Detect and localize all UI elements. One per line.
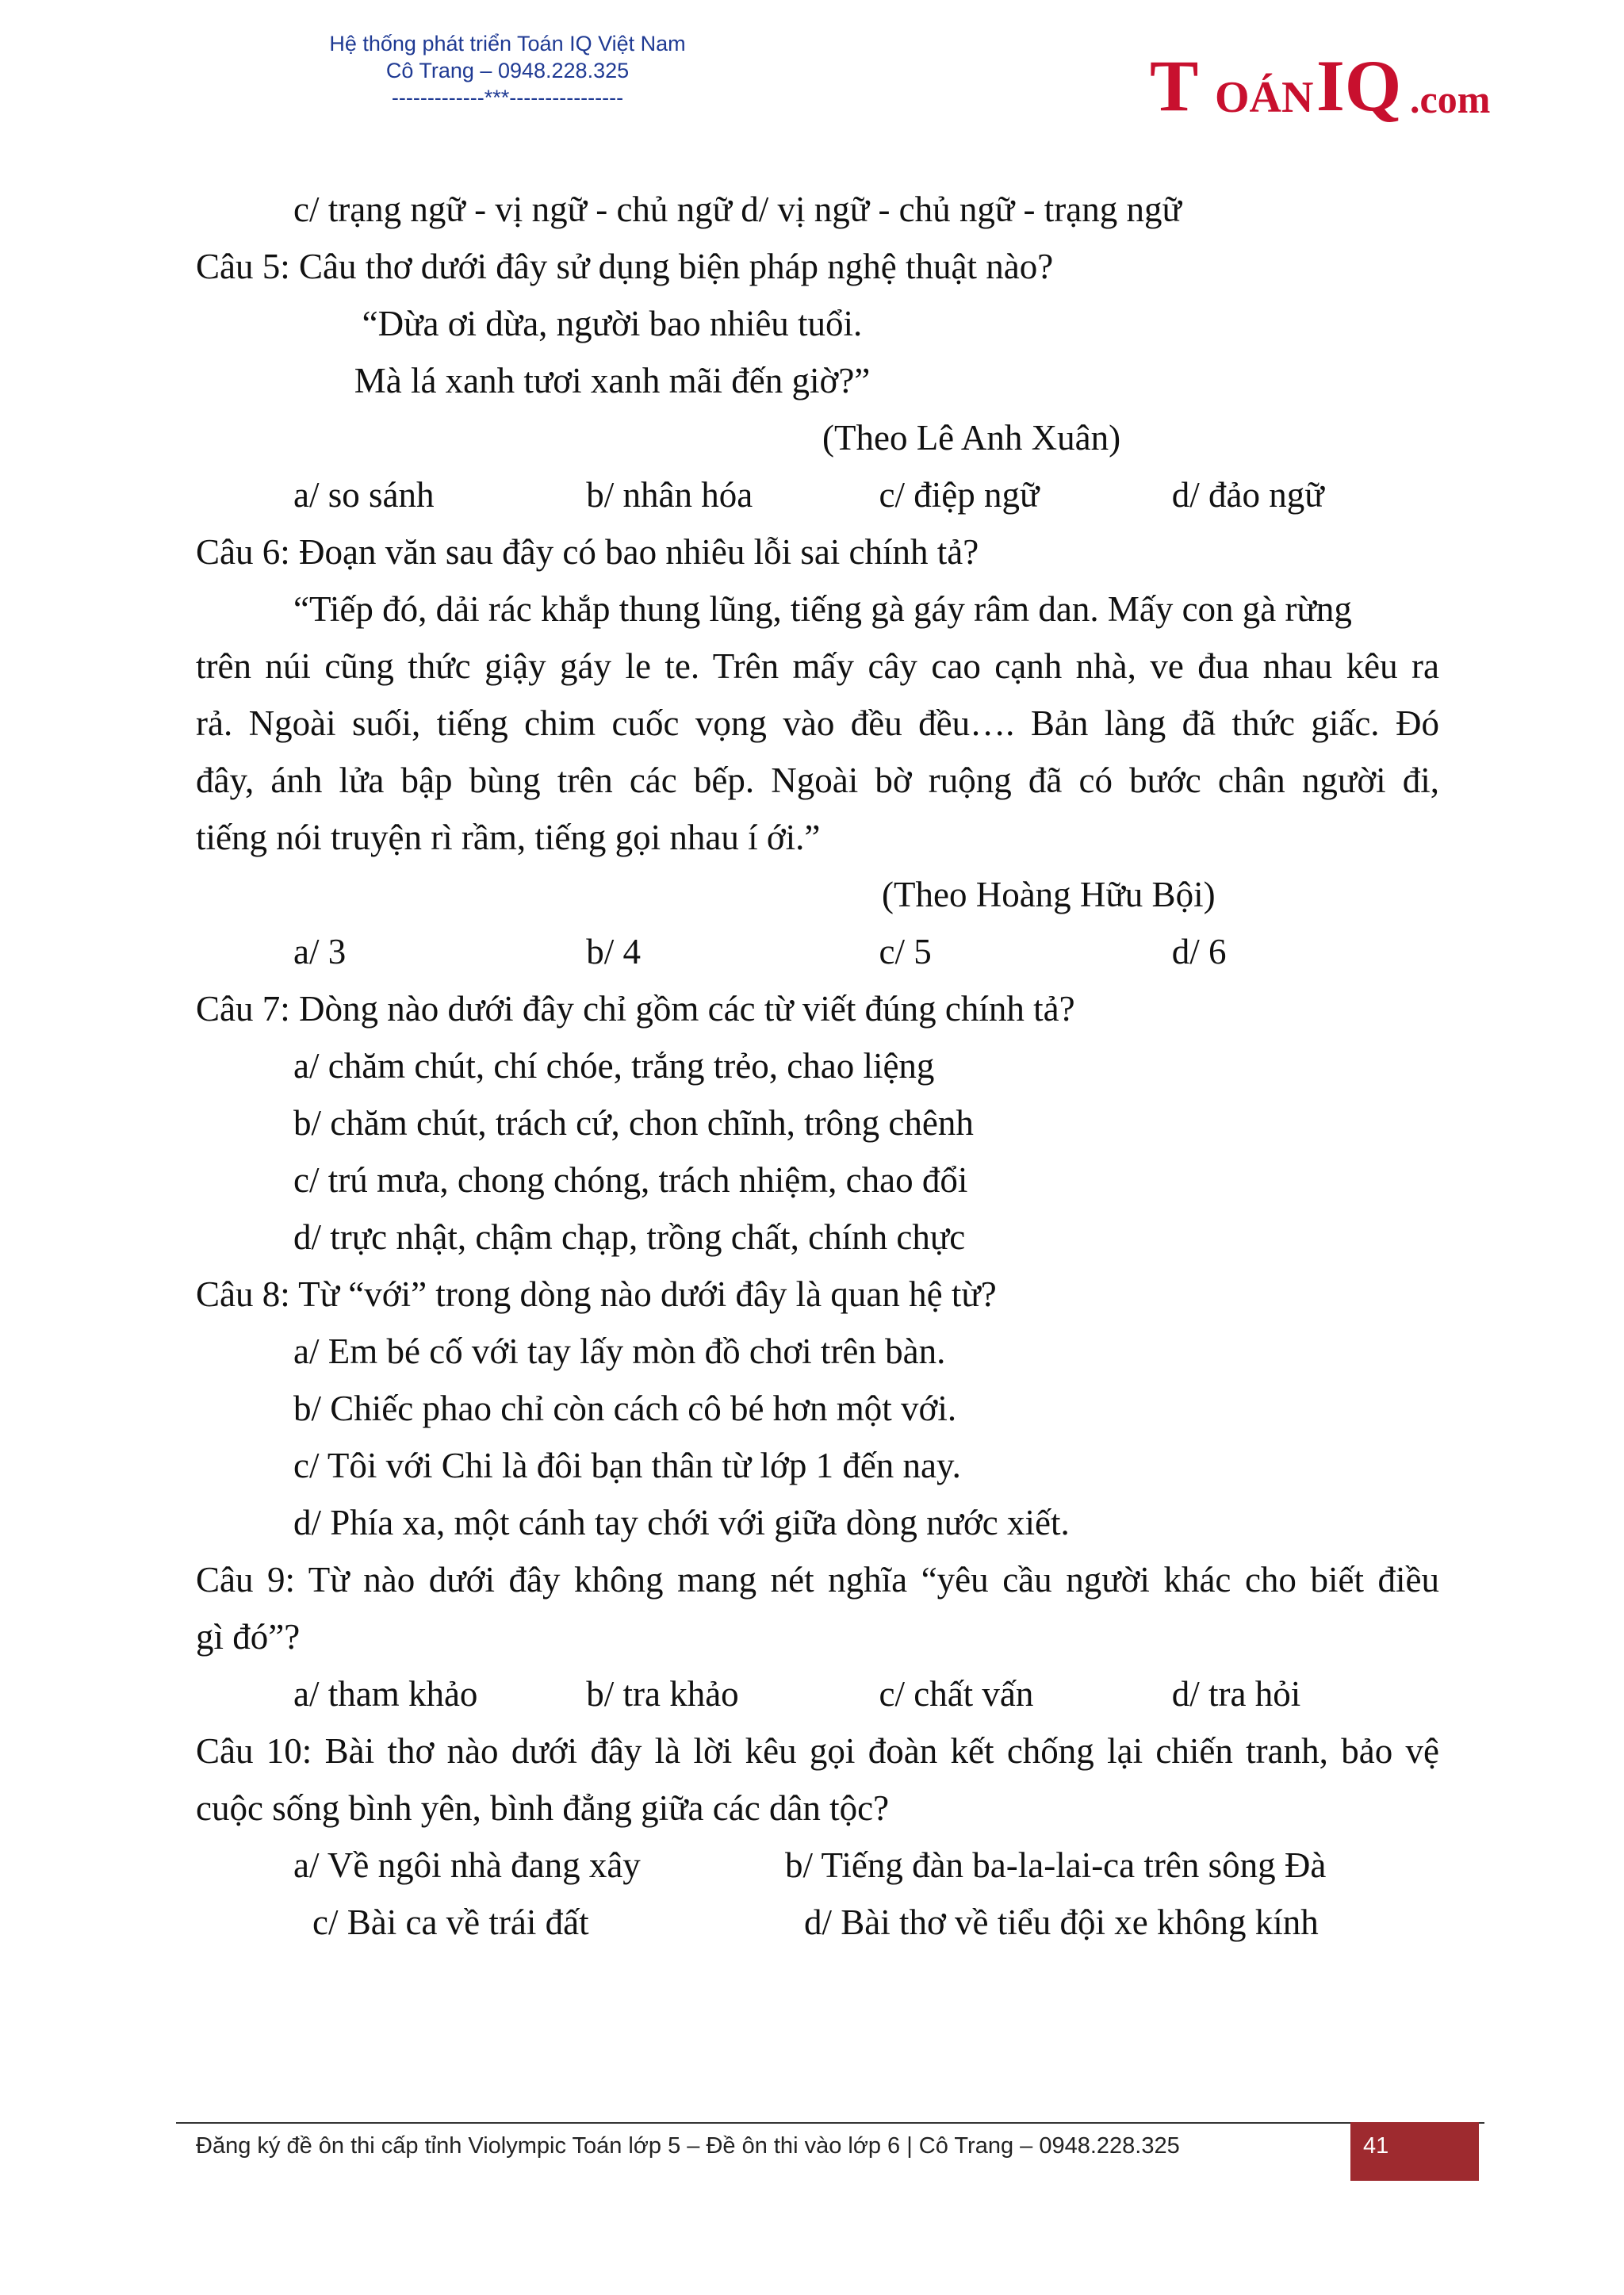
q6-passage-line-5: tiếng nói truyện rì rầm, tiếng gọi nhau í ới.” xyxy=(196,818,821,857)
question-10-line-2: cuộc sống bình yên, bình đẳng giữa các dân tộc? xyxy=(196,1788,890,1828)
page-content xyxy=(196,181,1465,1951)
q5-option-b: b/ nhân hóa xyxy=(586,475,753,515)
q8-option-d: d/ Phía xa, một cánh tay chới với giữa dòng nước xiết. xyxy=(293,1503,1070,1542)
header-divider: -------------***---------------- xyxy=(391,86,624,109)
q10-option-a: a/ Về ngôi nhà đang xây xyxy=(293,1845,641,1885)
q6-citation: (Theo Hoàng Hữu Bội) xyxy=(882,875,1216,914)
q6-option-b: b/ 4 xyxy=(586,932,642,971)
q10-options-row-2 xyxy=(196,1894,1465,1951)
q10-options-row-1 xyxy=(196,1837,1465,1894)
q8-option-a: a/ Em bé cố với tay lấy mòn đồ chơi trên bàn. xyxy=(293,1331,946,1371)
q9-option-d: d/ tra hỏi xyxy=(1171,1674,1301,1714)
q9-option-a: a/ tham khảo xyxy=(293,1674,478,1714)
q10-option-c: c/ Bài ca về trái đất xyxy=(312,1902,589,1942)
q9-option-b: b/ tra khảo xyxy=(586,1674,739,1714)
footer-text: Đăng ký đề ôn thi cấp tỉnh Violympic Toán lớp 5 – Đề ôn thi vào lớp 6 | Cô Trang – 0948.228.325 xyxy=(196,2133,1180,2159)
q6-passage-line-3: rả. Ngoài suối, tiếng chim cuốc vọng vào đều đều…. Bản làng đã thức giấc. Đó xyxy=(196,703,1439,743)
header-info xyxy=(262,30,753,111)
question-10-line-1: Câu 10: Bài thơ nào dưới đây là lời kêu gọi đoàn kết chống lại chiến tranh, bảo vệ xyxy=(196,1731,1439,1771)
question-7: Câu 7: Dòng nào dưới đây chỉ gồm các từ viết đúng chính tả? xyxy=(196,989,1075,1029)
q4-options-line: c/ trạng ngữ - vị ngữ - chủ ngữ d/ vị ngữ - chủ ngữ - trạng ngữ xyxy=(293,190,1182,229)
q5-option-a: a/ so sánh xyxy=(293,475,435,515)
q5-option-c: c/ điệp ngữ xyxy=(879,475,1040,515)
q6-passage-line-2: trên núi cũng thức giậy gáy le te. Trên mấy cây cao cạnh nhà, ve đua nhau kêu ra xyxy=(196,646,1439,686)
question-5: Câu 5: Câu thơ dưới đây sử dụng biện pháp nghệ thuật nào? xyxy=(196,247,1054,286)
q6-passage-line-4: đây, ánh lửa bập bùng trên các bếp. Ngoài bờ ruộng đã có bước chân người đi, xyxy=(196,761,1439,800)
question-9-line-1: Câu 9: Từ nào dưới đây không mang nét nghĩa “yêu cầu người khác cho biết điều xyxy=(196,1560,1439,1600)
q7-option-d: d/ trực nhật, chậm chạp, trồng chất, chính chực xyxy=(293,1217,966,1257)
q5-poem-line-2: Mà lá xanh tươi xanh mãi đến giờ?” xyxy=(354,361,871,400)
q9-options xyxy=(196,1665,1465,1722)
q7-option-c: c/ trú mưa, chong chóng, trách nhiệm, chao đổi xyxy=(293,1160,968,1200)
q9-option-c: c/ chất vấn xyxy=(879,1674,1034,1714)
q7-option-b: b/ chăm chút, trách cứ, chon chĩnh, trông chênh xyxy=(293,1103,974,1143)
q7-option-a: a/ chăm chút, chí chóe, trắng trẻo, chao liệng xyxy=(293,1046,935,1086)
q5-options xyxy=(196,466,1465,523)
header-org: Hệ thống phát triển Toán IQ Việt Nam xyxy=(329,32,686,56)
q5-poem-line-1: “Dừa ơi dừa, người bao nhiêu tuổi. xyxy=(362,304,863,343)
q6-option-d: d/ 6 xyxy=(1171,932,1227,971)
q6-options xyxy=(196,923,1465,980)
page-number-badge xyxy=(1350,2122,1479,2181)
q10-option-d: d/ Bài thơ về tiểu đội xe không kính xyxy=(804,1902,1319,1942)
q6-option-a: a/ 3 xyxy=(293,932,347,971)
toaniq-logo: T OÁN IQ .com xyxy=(1150,45,1491,126)
question-9-line-2: gì đó”? xyxy=(196,1617,301,1657)
page-number: 41 xyxy=(1363,2133,1389,2159)
q8-option-c: c/ Tôi với Chi là đôi bạn thân từ lớp 1 đến nay. xyxy=(293,1446,961,1485)
q6-passage-line-1: “Tiếp đó, dải rác khắp thung lũng, tiếng gà gáy râm dan. Mấy con gà rừng xyxy=(293,589,1352,629)
q6-option-c: c/ 5 xyxy=(879,932,932,971)
q8-option-b: b/ Chiếc phao chỉ còn cách cô bé hơn một với. xyxy=(293,1389,957,1428)
question-8: Câu 8: Từ “với” trong dòng nào dưới đây là quan hệ từ? xyxy=(196,1274,997,1314)
question-6: Câu 6: Đoạn văn sau đây có bao nhiêu lỗi sai chính tả? xyxy=(196,532,979,572)
header-contact: Cô Trang – 0948.228.325 xyxy=(385,59,630,82)
q5-option-d: d/ đảo ngữ xyxy=(1171,475,1324,515)
footer-divider xyxy=(176,2122,1484,2124)
q5-citation: (Theo Lê Anh Xuân) xyxy=(822,418,1121,458)
q10-option-b: b/ Tiếng đàn ba-la-lai-ca trên sông Đà xyxy=(785,1845,1327,1885)
